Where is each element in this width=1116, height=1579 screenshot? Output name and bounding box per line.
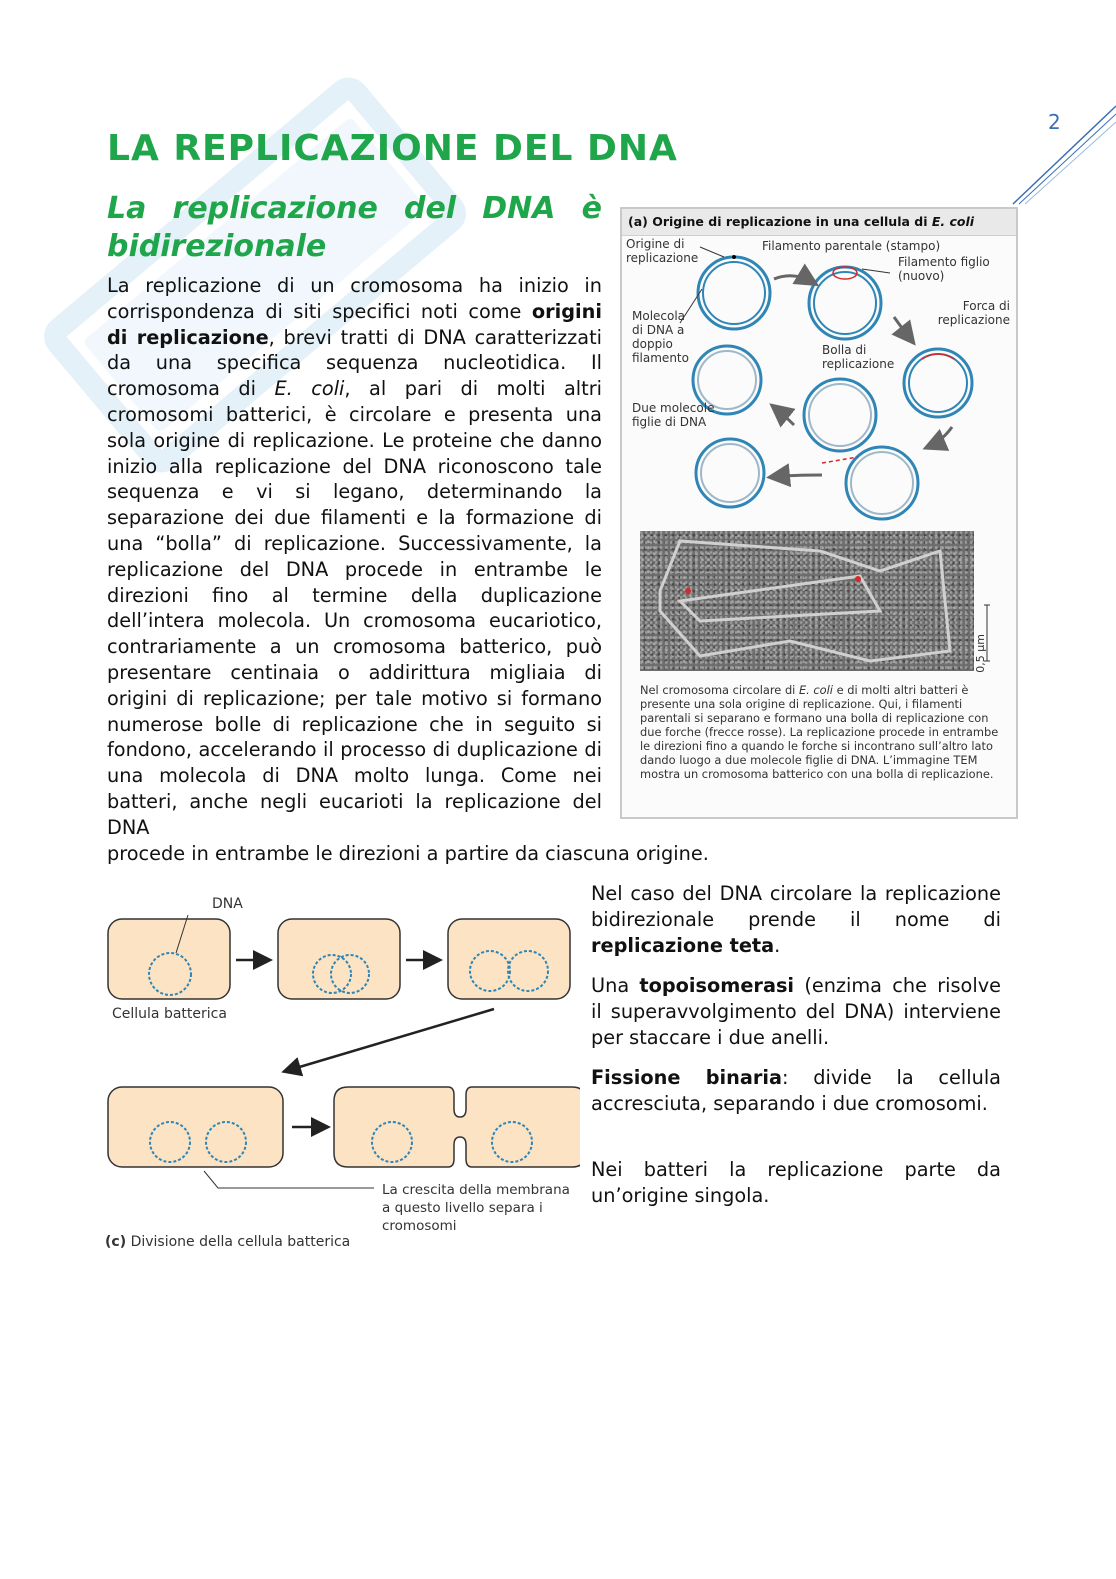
paragraph-binary-fission: Fissione binaria: divide la cellula accresciuta, separando i due cromosomi. [591, 1066, 1001, 1115]
dna-circle-fork [904, 349, 972, 417]
paragraph-single-origin: Nei batteri la replicazione parte da un’origine singola. [591, 1158, 1001, 1207]
tem-chromosome-outline [640, 531, 974, 671]
label-molecule: Molecola di DNA a doppio filamento [632, 309, 689, 365]
scale-bar-label: 0,5 µm [974, 634, 987, 673]
label-parental: Filamento parentale (stampo) [762, 239, 941, 253]
term-origini: origini di replicazione [107, 299, 602, 349]
tem-micrograph [640, 531, 974, 671]
label-membrane-note: La crescita della membrana a questo livello separa i cromosomi [382, 1182, 570, 1234]
paragraph-topoisomerase: Una topoisomerasi (enzima che risolve il superavvolgimento del DNA) interviene per staccare i due anelli. [591, 974, 1001, 1049]
figure-a-header: (a) Origine di replicazione in una cellula di E. coli [622, 209, 1016, 236]
scale-bar [984, 603, 990, 663]
page-title: LA REPLICAZIONE DEL DNA [107, 128, 678, 169]
figure-cell-division [100, 885, 580, 1255]
label-dna: DNA [212, 896, 243, 912]
intro-paragraph-end: procede in entrambe le direzioni a partire da ciascuna origine. [107, 842, 709, 865]
label-cell: Cellula batterica [112, 1006, 227, 1022]
intro-paragraph: La replicazione di un cromosoma ha inizio in corrispondenza di siti specifici noti come origini di replicazione, brevi tratti di DNA caratterizzati da una specifica sequenza nucleotidica. Il cromosoma di E. coli, al pari di molti altri cromosomi batterici, è circolare e presenta una sola origine di replicazione. Le proteine che danno inizio alla replicazione del DNA riconoscono tale sequenza e vi si legano, determinando la separazione dei due filamenti e la formazione di una “bolla” di replicazione. Successivamente, la replicazione del DNA procede in entrambe le direzioni fino al termine della duplicazione dell’intera molecola. Un cromosoma eucariotico, contrariamente a un cromosoma batterico, può presentare centinaia o addirittura migliaia di origini di replicazione; per tale motivo si formano numerose bolle di replicazione che in seguito si fondono, accelerando il processo di duplicazione di una molecola di DNA molto lunga. Come nei batteri, anche negli eucarioti la replicazione del DNA [107, 274, 602, 839]
page-number: 2 [1048, 110, 1061, 134]
label-origin: Origine di replicazione [626, 237, 699, 265]
dna-circle-daughter-2 [696, 439, 764, 507]
dna-theta-structure [804, 379, 918, 519]
figure-a-caption: Nel cromosoma circolare di E. coli e di molti altri batteri è presente una sola origine di replicazione. Qui, i filamenti parentali si separano e formano una bolla di replicazione con due forche (frecce rosse). La replicazione procede in entrambe le direzioni fino a quando le forche si incontrano sull’altro lato dando luogo a due molecole figlie di DNA. L’immagine TEM mostra un cromosoma batterico con una bolla di replicazione. [640, 683, 999, 781]
label-daughter: Filamento figlio (nuovo) [898, 255, 990, 283]
figure-origin-replication [620, 207, 1018, 819]
dna-circle-origin [698, 255, 770, 329]
label-bubble: Bolla di replicazione [822, 343, 895, 371]
label-fork: Forca di replicazione [937, 299, 1010, 327]
paragraph-theta: Nel caso del DNA circolare la replicazione bidirezionale prende il nome di replicazione teta. [591, 882, 1001, 957]
label-two-molecules: Due molecole figlie di DNA [632, 401, 715, 429]
dna-circle-bubble-start [809, 267, 881, 339]
figure-c-caption: (c) Divisione della cellula batterica [105, 1234, 351, 1250]
section-subtitle: La replicazione del DNA è bidirezionale [107, 191, 602, 264]
